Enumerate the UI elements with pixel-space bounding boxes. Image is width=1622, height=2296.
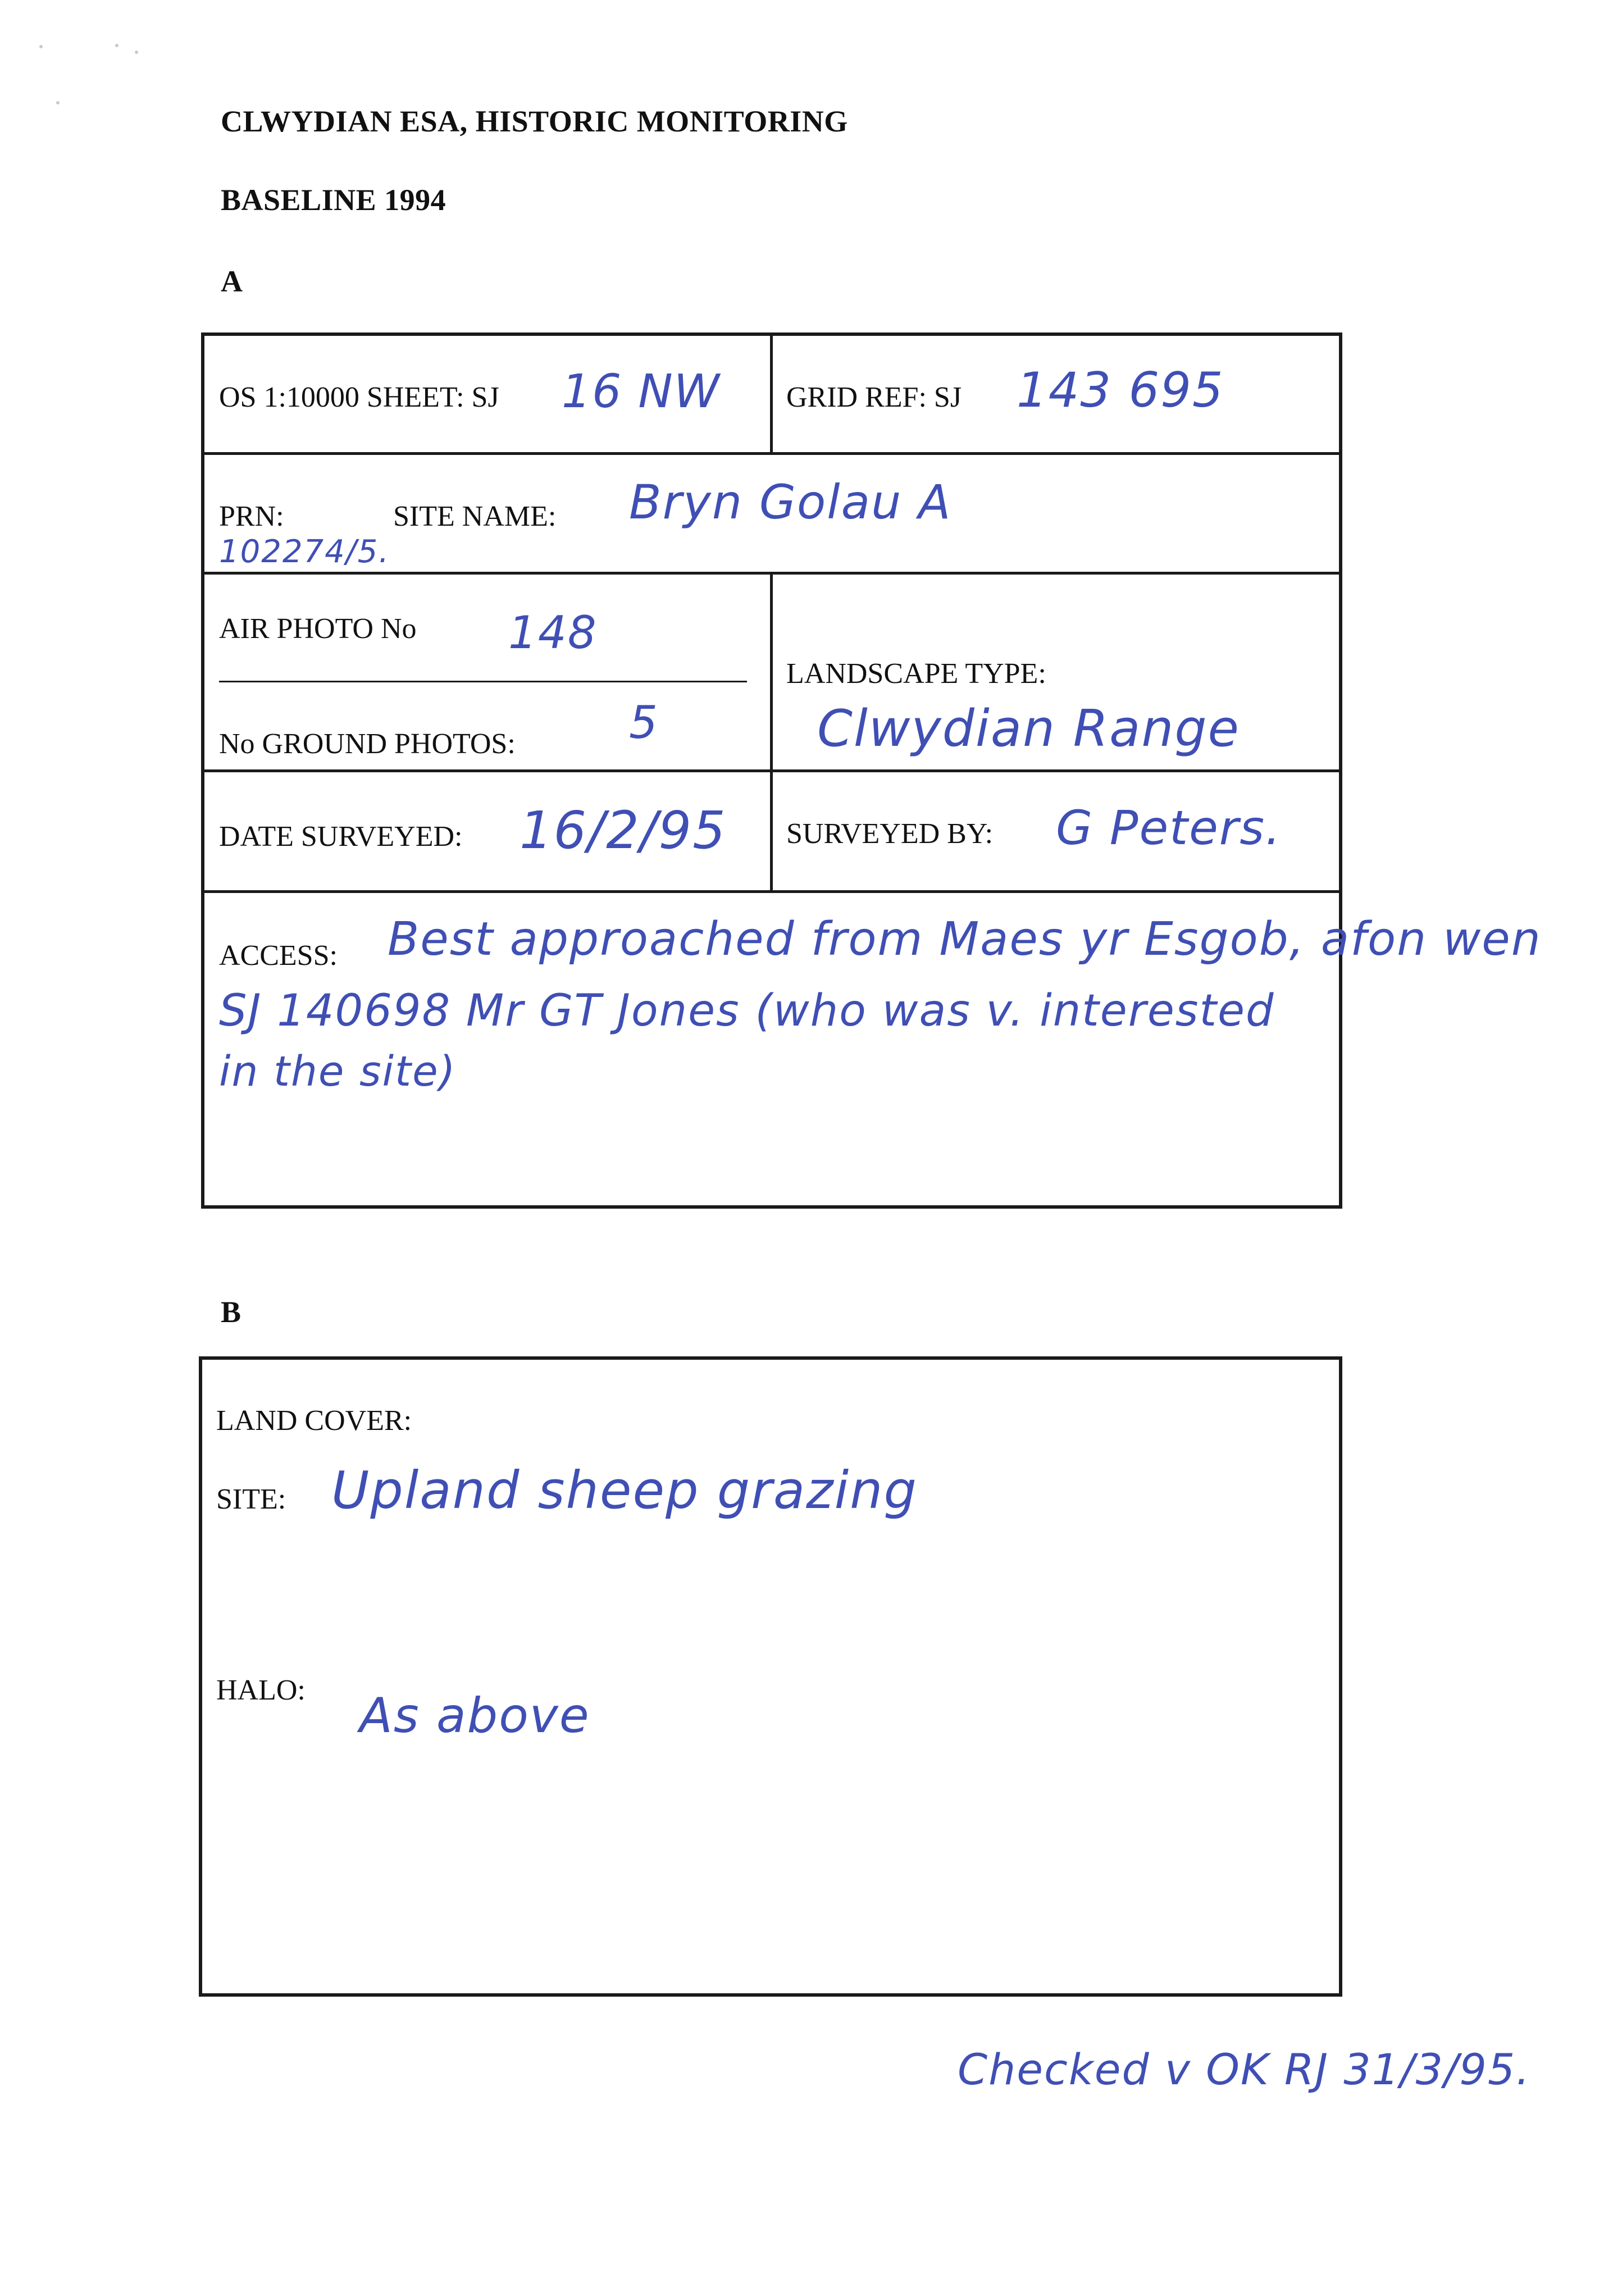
site-land-cover-value: Upland sheep grazing	[331, 1460, 918, 1520]
access-note-line-2: SJ 140698 Mr GT Jones (who was v. interested	[219, 986, 1275, 1036]
date-surveyed-label: DATE SURVEYED:	[219, 821, 463, 853]
air-photo-label: AIR PHOTO No	[219, 613, 417, 645]
site-name-label: SITE NAME:	[393, 500, 557, 532]
grid-ref-value: 143 695	[1017, 362, 1224, 418]
landscape-type-label: LANDSCAPE TYPE:	[786, 658, 1046, 690]
air-photo-value: 148	[508, 607, 598, 659]
date-surveyed-value: 16/2/95	[520, 800, 727, 860]
land-cover-label: LAND COVER:	[216, 1405, 412, 1437]
halo-label: HALO:	[216, 1674, 306, 1706]
surveyed-by-label: SURVEYED BY:	[786, 818, 994, 850]
air-photo-underline	[219, 681, 747, 682]
surveyed-by-value: G Peters.	[1056, 800, 1282, 855]
os-sheet-label: OS 1:10000 SHEET: SJ	[219, 381, 499, 413]
halo-land-cover-value: As above	[359, 1688, 590, 1744]
section-a-label: A	[221, 265, 243, 298]
grid-ref-label: GRID REF: SJ	[786, 381, 962, 413]
site-label: SITE:	[216, 1483, 286, 1515]
access-note-line-3: in the site)	[219, 1047, 457, 1096]
ground-photos-value: 5	[629, 696, 659, 749]
os-sheet-value: 16 NW	[562, 365, 721, 418]
scan-speck	[56, 101, 60, 104]
site-name-value: Bryn Golau A	[629, 475, 952, 530]
section-b-label: B	[221, 1295, 242, 1329]
landscape-type-value: Clwydian Range	[817, 699, 1240, 758]
access-label: ACCESS:	[219, 940, 338, 972]
prn-label: PRN:	[219, 500, 284, 532]
scan-speck	[135, 51, 138, 54]
section-b-table	[199, 1356, 1342, 1997]
form-title: CLWYDIAN ESA, HISTORIC MONITORING	[221, 104, 848, 138]
column-divider	[770, 572, 773, 892]
column-divider	[770, 332, 773, 454]
access-note-line-1: Best approached from Maes yr Esgob, afon wen	[388, 913, 1542, 966]
scan-speck	[39, 45, 43, 48]
checked-note: Checked v OK RJ 31/3/95.	[958, 2044, 1531, 2094]
ground-photos-label: No GROUND PHOTOS:	[219, 728, 516, 760]
prn-value: 102274/5.	[219, 534, 390, 570]
scan-speck	[115, 44, 119, 47]
form-subtitle: BASELINE 1994	[221, 183, 446, 217]
